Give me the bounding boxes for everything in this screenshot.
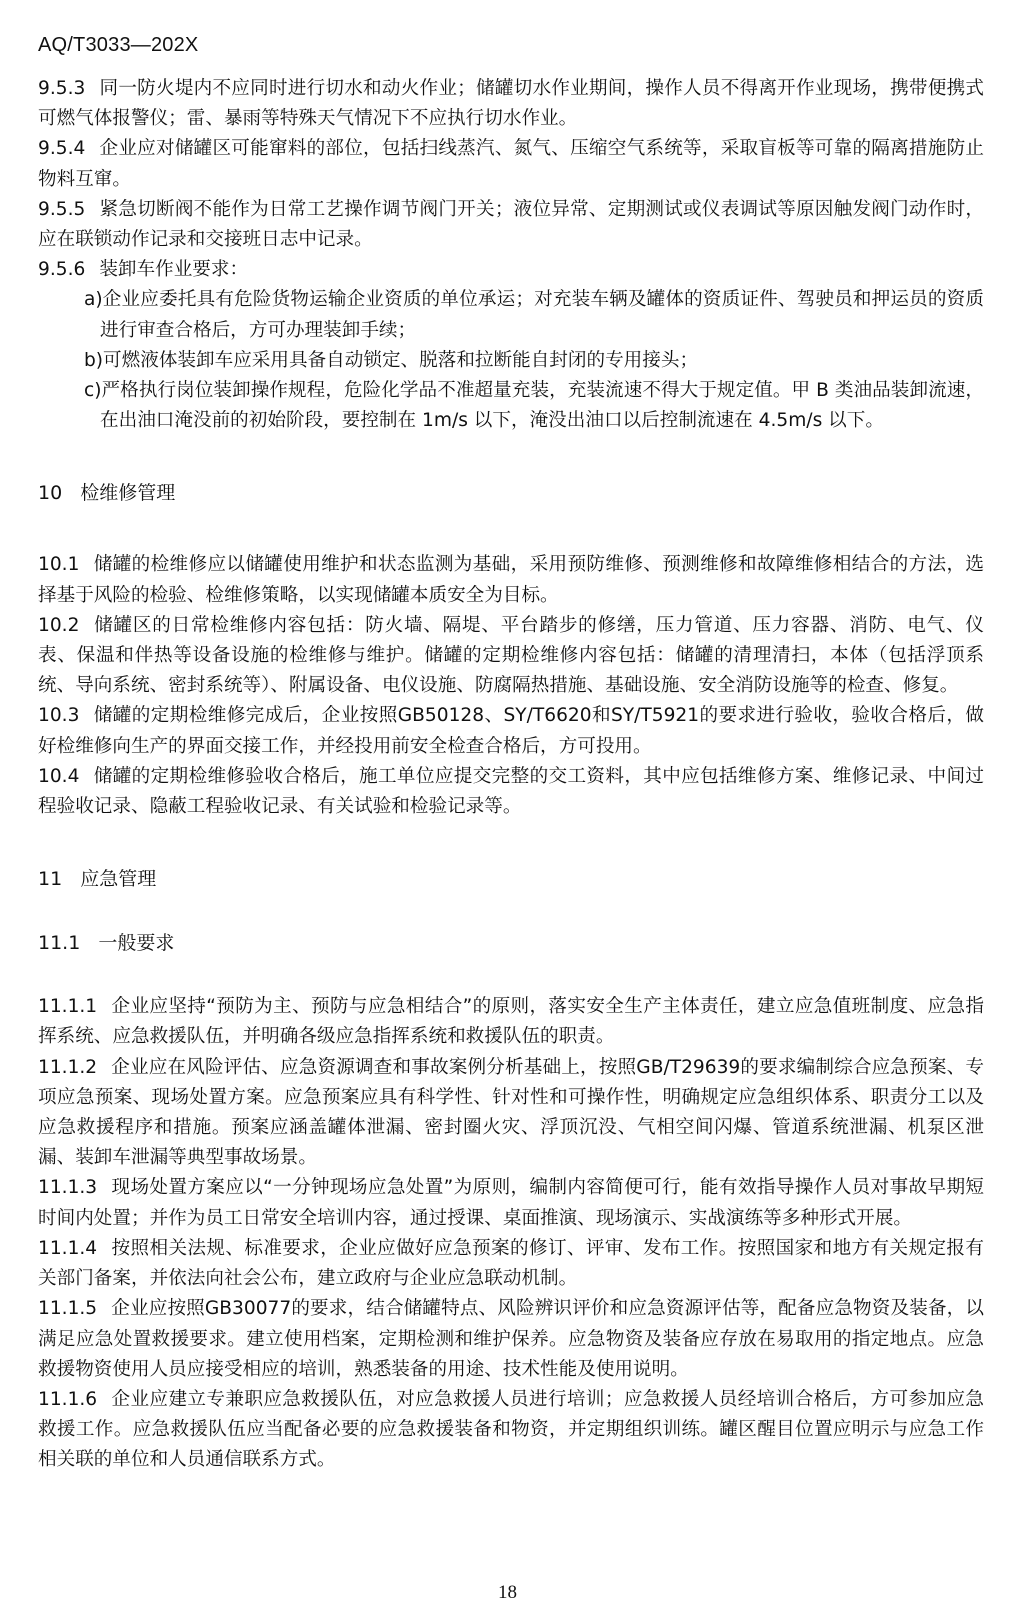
section-number: 10 xyxy=(38,482,63,505)
clause-11-1-1 xyxy=(38,992,984,1052)
clause-text: 储罐区的日常检维修内容包括：防火墙、隔堤、平台踏步的修缮，压力管道、压力容器、消防、电气、仪表、保温和伴热等设备设施的检维修与维护。储罐的定期检维修内容包括：储罐的清理清扫，本体（包括浮顶系统、导向系统、密封系统等）、附属设备、电仪设施、防腐隔热措施、基础设施、安全消防设施等的检查、修复。 xyxy=(38,614,984,697)
sub-item-c: c)严格执行岗位装卸操作规程，危险化学品不准超量充装，充装流速不得大于规定值。甲 B 类油品装卸流速，在出油口淹没前的初始阶段，要控制在 1m/s 以下，淹没出油口以后控制流速在 4.5m/s 以下。 xyxy=(84,380,984,432)
clause-11-1-4 xyxy=(38,1234,984,1294)
clause-number: 9.5.4 xyxy=(38,138,86,160)
document-code: AQ/T3033—202X xyxy=(38,34,199,56)
clause-text: 紧急切断阀不能作为日常工艺操作调节阀门开关；液位异常、定期测试或仪表调试等原因触发阀门动作时，应在联锁动作记录和交接班日志中记录。 xyxy=(38,198,984,251)
subsection-heading-11-1 xyxy=(38,928,984,958)
clause-number: 11.1.5 xyxy=(38,1298,98,1320)
section-heading-11 xyxy=(38,864,984,894)
clause-11-1-5 xyxy=(38,1294,984,1385)
clause-number: 10.1 xyxy=(38,554,80,576)
clause-10-3 xyxy=(38,701,984,761)
clause-text: 储罐的定期检维修完成后，企业按照GB50128、SY/T6620和SY/T5921的要求进行验收，验收合格后，做好检维修向生产的界面交接工作，并经投用前安全检查合格后，方可投用。 xyxy=(38,705,984,757)
clause-text: 企业应按照GB30077的要求，结合储罐特点、风险辨识评价和应急资源评估等，配备应急物资及装备，以满足应急处置救援要求。建立使用档案，定期检测和维护保养。应急物资及装备应存放在易取用的指定地点。应急救援物资使用人员应接受相应的培训，熟悉装备的用途、技术性能及使用说明。 xyxy=(38,1298,984,1380)
section-title: 检维修管理 xyxy=(80,482,176,505)
sub-item-a: a)企业应委托具有危险货物运输企业资质的单位承运；对充装车辆及罐体的资质证件、驾驶员和押运员的资质进行审查合格后，方可办理装卸手续； xyxy=(84,289,984,341)
clause-text: 企业应建立专兼职应急救援队伍，对应急救援人员进行培训；应急救援人员经培训合格后，方可参加应急救援工作。应急救援队伍应当配备必要的应急救援装备和物资，并定期组织训练。罐区醒目位置应明示与应急工作相关联的单位和人员通信联系方式。 xyxy=(38,1388,984,1471)
clause-text: 按照相关法规、标准要求，企业应做好应急预案的修订、评审、发布工作。按照国家和地方有关规定报有关部门备案，并依法向社会公布，建立政府与企业应急联动机制。 xyxy=(38,1237,984,1290)
subsection-number: 11.1 xyxy=(38,932,81,955)
clause-11-1-2 xyxy=(38,1053,984,1174)
clause-9-5-4 xyxy=(38,134,984,194)
clause-number: 11.1.2 xyxy=(38,1056,98,1078)
clause-number: 11.1.1 xyxy=(38,996,98,1018)
clause-number: 9.5.6 xyxy=(38,259,86,281)
clause-text: 现场处置方案应以“一分钟现场应急处置”为原则，编制内容简便可行，能有效指导操作人员对事故早期短时间内处置；并作为员工日常安全培训内容，通过授课、桌面推演、现场演示、实战演练等多种形式开展。 xyxy=(38,1177,984,1229)
clause-text: 企业应对储罐区可能窜料的部位，包括扫线蒸汽、氮气、压缩空气系统等，采取盲板等可靠的隔离措施防止物料互窜。 xyxy=(38,138,984,190)
clause-text: 企业应在风险评估、应急资源调查和事故案例分析基础上，按照GB/T29639的要求编制综合应急预案、专项应急预案、现场处置方案。应急预案应具有科学性、针对性和可操作性，明确规定应急组织体系、职责分工以及应急救援程序和措施。预案应涵盖罐体泄漏、密封圈火灾、浮顶沉没、气相空间闪爆、管道系统泄漏、机泵区泄漏、装卸车泄漏等典型事故场景。 xyxy=(38,1056,984,1169)
page-number: 18 xyxy=(498,1582,517,1603)
clause-9-5-3 xyxy=(38,74,984,134)
clause-number: 9.5.5 xyxy=(38,198,86,220)
clause-9-5-6 xyxy=(38,255,984,285)
clause-9-5-5 xyxy=(38,195,984,255)
clause-number: 10.4 xyxy=(38,765,80,787)
clause-text: 储罐的定期检维修验收合格后，施工单位应提交完整的交工资料，其中应包括维修方案、维修记录、中间过程验收记录、隐蔽工程验收记录、有关试验和检验记录等。 xyxy=(38,765,984,818)
clause-11-1-6 xyxy=(38,1385,984,1476)
section-title: 应急管理 xyxy=(80,868,157,891)
clause-10-2 xyxy=(38,611,984,702)
clause-number: 11.1.6 xyxy=(38,1388,98,1410)
document-body xyxy=(38,74,984,1476)
section-number: 11 xyxy=(38,868,63,891)
clause-number: 10.3 xyxy=(38,705,80,727)
clause-11-1-3 xyxy=(38,1173,984,1233)
sub-item-b: b)可燃液体装卸车应采用具备自动锁定、脱落和拉断能自封闭的专用接头； xyxy=(84,349,699,371)
clause-number: 9.5.3 xyxy=(38,78,86,99)
clause-text: 装卸车作业要求： xyxy=(99,259,249,281)
clause-10-4 xyxy=(38,762,984,822)
subsection-title: 一般要求 xyxy=(98,932,175,955)
section-heading-10 xyxy=(38,478,984,508)
clause-text: 同一防火堤内不应同时进行切水和动火作业；储罐切水作业期间，操作人员不得离开作业现场，携带便携式可燃气体报警仪；雷、暴雨等特殊天气情况下不应执行切水作业。 xyxy=(38,78,984,130)
clause-number: 11.1.4 xyxy=(38,1237,98,1259)
clause-text: 企业应坚持“预防为主、预防与应急相结合”的原则，落实安全生产主体责任，建立应急值班制度、应急指挥系统、应急救援队伍，并明确各级应急指挥系统和救援队伍的职责。 xyxy=(38,996,984,1048)
clause-10-1 xyxy=(38,550,984,610)
clause-number: 11.1.3 xyxy=(38,1177,98,1199)
clause-text: 储罐的检维修应以储罐使用维护和状态监测为基础，采用预防维修、预测维修和故障维修相结合的方法，选择基于风险的检验、检维修策略，以实现储罐本质安全为目标。 xyxy=(38,554,984,606)
clause-number: 10.2 xyxy=(38,614,80,636)
